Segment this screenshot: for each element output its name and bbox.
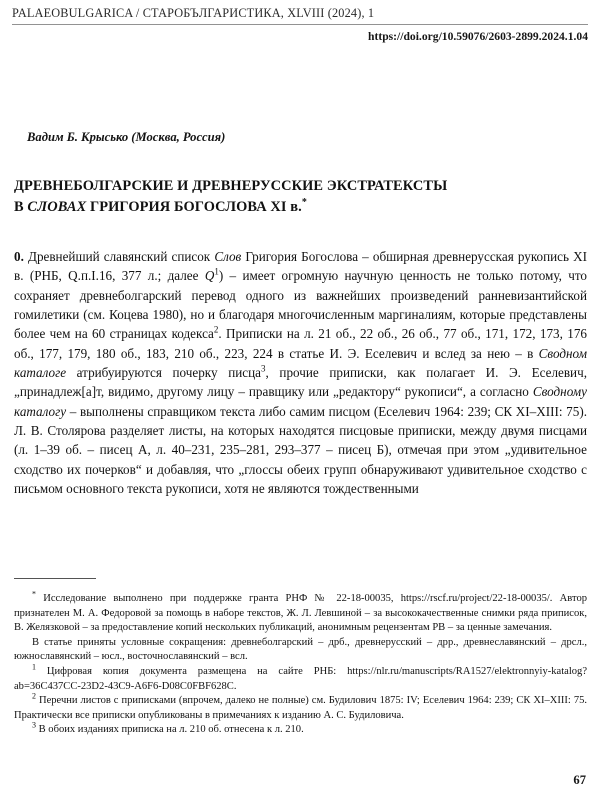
section-number: 0. — [14, 249, 24, 264]
title-line-2 — [14, 197, 586, 218]
page-number: 67 — [573, 773, 586, 787]
body-seg-6: , прочие приписки, как полагает И. Э. Еселевич, „принадлеж[а]т, видимо, другому лицу – правщику или „редактору“ рукописи“, а согласно — [14, 365, 587, 400]
body-seg-5: атрибуируются почерку писца — [66, 365, 261, 381]
footnote-star — [14, 589, 587, 636]
footnote-1 — [14, 662, 587, 694]
body-seg-4: . Приписки на л. 21 об., 22 об., 26 об., 77 об., 171, 172, 173, 176 об., 177, 179, 180 об., 183, 210 об., 223, 224 в статье И. Э. Еселевич и вслед за нею – в — [14, 326, 587, 361]
body-text — [14, 247, 587, 498]
footnote-star-text: Исследование выполнено при поддержке гранта РНФ № 22-18-00035, https://rscf.ru/project/22-18-00035/. Автор признателен М. А. Федоровой за помощь в наборе текстов, Ж. Л. Левшиной – за высококачественные снимки ряда приписок, В. Желязковой – за предоставление копий нескольких публикаций, анонимным рецензентам РВ – за ценные замечания. — [14, 593, 587, 634]
body-sigil-q: Q — [204, 268, 215, 284]
body-seg-1: Древнейший славянский список — [23, 249, 215, 264]
footnote-star-marker: * — [32, 589, 36, 599]
footnote-separator-rule — [14, 578, 96, 579]
title-italic-word: СЛОВАХ — [27, 199, 87, 215]
body-seg-7: – выполнены справщиком текста либо самим писцом (Еселевич 1964: 239; СК XI–XIII: 75). Л. В. Столярова разделяет листы, на которых находятся писцовые приписки, между двумя писцами (л. 1–39 об. – писец А, л. 40–231, 235–281, 293–377 – писец Б), отмечая при этом „удивительное сходство их почерков“ и добавляя, что „глоссы обеих групп обнаруживают удивительное сходство с письмом основного текста рукописи, хотя не являются тождественными — [14, 403, 587, 497]
body-italic-svodnomu-katalogu: Сводному каталогу — [14, 384, 587, 419]
footnote-marker-2[interactable]: 2 — [213, 325, 219, 335]
body-paragraph — [14, 247, 587, 498]
footnote-abbreviations — [14, 636, 587, 665]
footnote-3 — [14, 720, 587, 738]
footnote-1-marker: 1 — [32, 662, 36, 672]
footnote-2-marker: 2 — [32, 691, 36, 701]
footnote-3-text: В обоих изданиях приписка на л. 210 об. отнесена к л. 210. — [36, 724, 304, 736]
running-head: PALAEOBULGARICA / СТАРОБЪЛГАРИСТИКА, XLVIII (2024), 1 — [12, 6, 375, 20]
title-suffix: ГРИГОРИЯ БОГОСЛОВА XI в. — [86, 199, 302, 215]
footnote-2-text: Перечни листов с приписками (впрочем, далеко не полные) см. Будилович 1875: IV; Еселевич 1964: 239; СК XI–XIII: 75. Практически все приписки опубликованы в примечаниях к изданию А. С. Будиловича. — [14, 695, 587, 721]
body-seg-2: Григория Богослова – обширная древнерусская рукопись XI в. (РНБ, Q.п.I.16, 377 л.; далее — [14, 249, 587, 284]
footnote-1-text: Цифровая копия документа размещена на сайте РНБ: https://nlr.ru/manuscripts/RA1527/elektronnyiy-katalog?ab=36C437CC-23D2-43C9-A6F6-D08C0FBF628C. — [14, 665, 587, 692]
footnote-2 — [14, 691, 587, 723]
title-line-1: ДРЕВНЕБОЛГАРСКИЕ И ДРЕВНЕРУССКИЕ ЭКСТРАТЕКСТЫ — [14, 178, 448, 194]
author-byline: Вадим Б. Крысько (Москва, Россия) — [27, 130, 226, 144]
title-footnote-marker[interactable]: * — [301, 197, 307, 209]
article-title — [14, 176, 586, 218]
body-italic-svodnom-kataloge: Сводном каталоге — [14, 345, 587, 381]
body-italic-slov: Слов — [214, 249, 242, 264]
footnote-3-marker: 3 — [32, 720, 36, 730]
header-rule — [12, 24, 588, 25]
body-seg-3: ) – имеет огромную научную ценность не только потому, что сохраняет древнеболгарский перевод одного из важнейших произведений ранневизантийской гомилетики (см. Коцева 1980), но и благодаря многочисленным маргиналиям, которые представлены более чем на 60 страницах кодекса — [14, 268, 587, 342]
footnote-abbreviations-text: В статье приняты условные сокращения: древнеболгарский – дрб., древнерусский – дрр., древнеславянский – дрсл., южнославянский – юсл., восточнославянский – всл. — [14, 636, 587, 663]
footnote-marker-3[interactable]: 3 — [260, 363, 266, 374]
body-sigil-superscript: 1 — [214, 266, 219, 277]
footnote-block — [14, 589, 587, 738]
title-prefix: В — [14, 199, 28, 215]
doi-line[interactable]: https://doi.org/10.59076/2603-2899.2024.1.04 — [368, 30, 588, 43]
